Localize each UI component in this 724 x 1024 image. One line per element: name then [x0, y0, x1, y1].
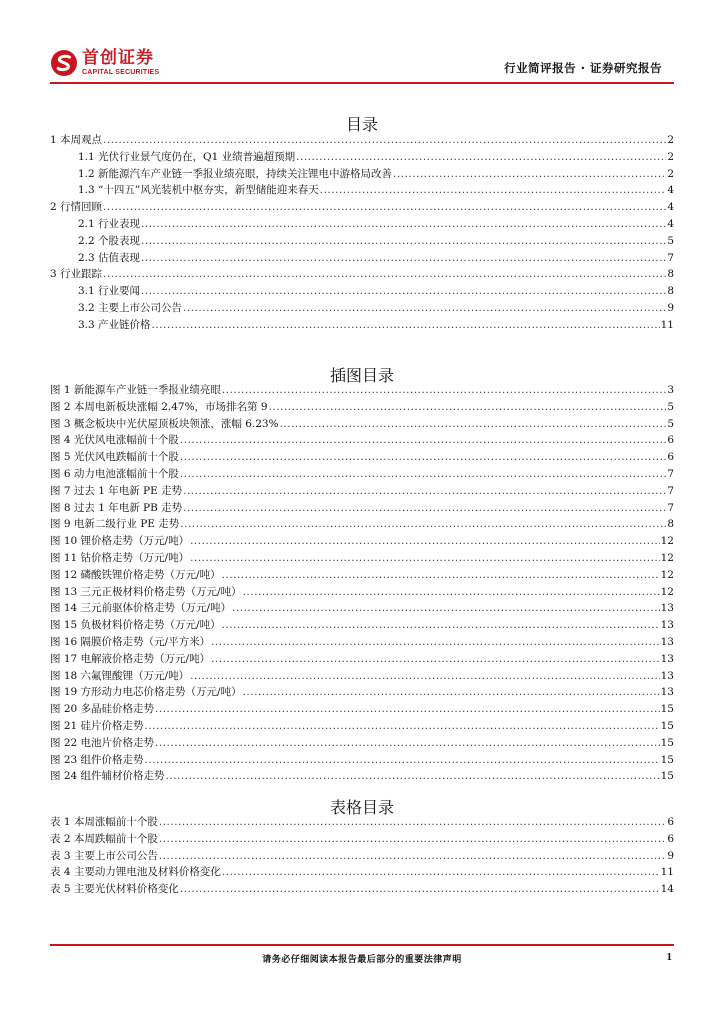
figure-entry-page: 6 — [667, 451, 674, 464]
dot-leader — [222, 617, 660, 634]
figure-entry[interactable] — [50, 550, 674, 567]
figure-entry[interactable] — [50, 735, 674, 752]
toc-entry-page: 2 — [667, 167, 674, 180]
figure-entry-label: 图 10 锂价格走势（万元/吨） — [50, 535, 190, 548]
dot-leader — [141, 233, 666, 250]
table-entry-page: 6 — [667, 816, 674, 828]
figure-entry-page: 5 — [667, 417, 674, 430]
figure-entry[interactable] — [50, 684, 674, 701]
figure-entry-label: 图 2 本周电新板块涨幅 2.47%，市场排名第 9 — [50, 400, 268, 413]
figure-entry[interactable] — [50, 399, 674, 416]
toc-entry-page: 4 — [667, 184, 674, 197]
figure-entry-page: 12 — [660, 551, 674, 564]
figure-entry-page: 13 — [660, 652, 674, 665]
header-divider — [50, 82, 674, 84]
toc-entry-label: 2.2 个股表现 — [78, 234, 141, 247]
dot-leader — [296, 149, 666, 166]
figure-entry-label: 图 1 新能源车产业链一季报业绩亮眼 — [50, 384, 221, 396]
figure-entry-label: 图 19 方形动力电芯价格走势（万元/吨） — [50, 686, 242, 699]
toc-entry-label: 3.3 产业链价格 — [78, 318, 151, 331]
dot-leader — [222, 864, 660, 881]
dot-leader — [183, 300, 666, 317]
figure-entry-page: 13 — [660, 635, 674, 648]
figure-entry-label: 图 22 电池片价格走势 — [50, 736, 155, 749]
figure-entry-label: 图 17 电解液价格走势（万元/吨） — [50, 652, 211, 665]
dot-leader — [141, 216, 666, 233]
toc-entry-page: 8 — [667, 268, 674, 281]
dot-leader — [393, 166, 666, 183]
table-entry-page: 11 — [660, 866, 674, 879]
figure-entry[interactable] — [50, 382, 674, 399]
figure-entry-page: 15 — [660, 736, 674, 749]
table-entry[interactable] — [50, 831, 674, 848]
figure-entry[interactable] — [50, 701, 674, 718]
figure-entry[interactable] — [50, 600, 674, 617]
figure-entry[interactable] — [50, 483, 674, 500]
figure-entry-page: 7 — [667, 467, 674, 480]
figure-entry-label: 图 5 光伏风电跌幅前十个股 — [50, 451, 179, 464]
dot-leader — [190, 533, 660, 550]
toc-entry[interactable] — [50, 199, 674, 216]
figure-entry-label: 图 15 负极材料价格走势（万元/吨） — [50, 619, 221, 632]
figure-entry-page: 12 — [660, 585, 674, 598]
toc-entry[interactable] — [50, 233, 674, 250]
company-logo — [50, 46, 159, 80]
toc-entry[interactable] — [50, 300, 674, 317]
dot-leader — [155, 701, 660, 718]
dot-leader — [183, 500, 666, 517]
table-entry[interactable] — [50, 864, 674, 881]
dot-leader — [103, 266, 666, 283]
figure-entry[interactable] — [50, 500, 674, 517]
figure-entry-label: 图 8 过去 1 年电新 PB 走势 — [50, 501, 183, 514]
figure-entry[interactable] — [50, 668, 674, 685]
figure-entry-page: 12 — [660, 535, 674, 548]
page-header — [50, 46, 674, 82]
figure-entry-label: 图 16 隔膜价格走势（元/平方米） — [50, 635, 211, 648]
toc-entry-label: 3.1 行业要闻 — [78, 285, 141, 298]
dot-leader — [141, 250, 666, 267]
figure-entry-label: 图 13 三元正极材料价格走势（万元/吨） — [50, 585, 242, 598]
dot-leader — [211, 651, 660, 668]
toc-entry-label: 1.3 “十四五”风光装机中枢夯实，新型储能迎来春天 — [78, 184, 319, 197]
toc-entry-label: 1 本周观点 — [50, 134, 103, 146]
dot-leader — [211, 634, 660, 651]
page-number: 1 — [666, 951, 672, 963]
figure-entry-label: 图 24 组件辅材价格走势 — [50, 770, 165, 783]
figure-entry-page: 6 — [667, 434, 674, 447]
toc-entry-page: 8 — [667, 285, 674, 298]
dot-leader — [183, 483, 666, 500]
figure-entry-page: 15 — [660, 719, 674, 732]
toc-list — [50, 132, 674, 334]
figure-entry[interactable] — [50, 584, 674, 601]
table-entry-page: 9 — [667, 849, 674, 862]
dot-leader — [155, 735, 660, 752]
dot-leader — [145, 718, 660, 735]
figure-entry[interactable] — [50, 567, 674, 584]
toc-entry[interactable] — [50, 149, 674, 166]
toc-entry-page: 4 — [667, 217, 674, 230]
figure-entry[interactable] — [50, 768, 674, 785]
capital-securities-logo-icon — [50, 49, 78, 77]
toc-entry-page: 7 — [667, 251, 674, 264]
dot-leader — [103, 199, 666, 216]
figure-entry[interactable] — [50, 752, 674, 769]
dot-leader — [243, 584, 660, 601]
figure-entry-page: 5 — [667, 400, 674, 413]
figure-entry-label: 图 9 电新二级行业 PE 走势 — [50, 518, 180, 531]
dot-leader — [145, 752, 660, 769]
figure-entry-label: 图 23 组件价格走势 — [50, 753, 144, 766]
dot-leader — [180, 466, 666, 483]
toc-entry[interactable] — [50, 250, 674, 267]
toc-entry-label: 2.1 行业表现 — [78, 217, 141, 230]
figure-entry-page: 13 — [660, 602, 674, 615]
logo-english-name: CAPITAL SECURITIES — [82, 69, 160, 76]
figure-entry-label: 图 7 过去 1 年电新 PE 走势 — [50, 484, 183, 497]
dot-leader — [103, 132, 666, 149]
toc-entry[interactable] — [50, 166, 674, 183]
figure-entry[interactable] — [50, 634, 674, 651]
dot-leader — [320, 182, 667, 199]
toc-entry-label: 1.2 新能源汽车产业链一季报业绩亮眼，持续关注锂电中游格局改善 — [78, 167, 393, 180]
figure-entry-label: 图 18 六氟锂酸锂（万元/吨） — [50, 669, 190, 682]
dot-leader — [180, 881, 660, 898]
toc-entry[interactable] — [50, 216, 674, 233]
table-entry[interactable] — [50, 814, 674, 831]
figure-entry-label: 图 14 三元前驱体价格走势（万元/吨） — [50, 602, 232, 615]
figure-entry-page: 7 — [667, 484, 674, 497]
dot-leader — [152, 317, 660, 334]
toc-entry-page: 4 — [667, 201, 674, 214]
dot-leader — [243, 684, 660, 701]
figure-entry-label: 图 6 动力电池涨幅前十个股 — [50, 467, 179, 480]
toc-title: 目录 — [345, 115, 378, 134]
dot-leader — [159, 814, 666, 831]
table-entry-label: 表 1 本周涨幅前十个股 — [50, 816, 158, 828]
logo-chinese-name: 首创证券 — [82, 48, 154, 68]
figure-entry-page: 15 — [660, 753, 674, 766]
toc-entry-page: 2 — [667, 134, 674, 146]
table-entry-label: 表 3 主要上市公司公告 — [50, 849, 158, 862]
toc-entry-label: 2 行情回顾 — [50, 201, 103, 214]
figure-list — [50, 382, 674, 785]
toc-entry[interactable] — [50, 317, 674, 334]
dot-leader — [180, 449, 666, 466]
dot-leader — [222, 382, 666, 399]
dot-leader — [232, 600, 660, 617]
toc-entry-page: 9 — [667, 301, 674, 314]
table-entry-label: 表 4 主要动力锂电池及材料价格变化 — [50, 866, 221, 879]
table-entry-page: 6 — [667, 832, 674, 845]
dot-leader — [166, 768, 660, 785]
dot-leader — [280, 416, 667, 433]
figure-entry[interactable] — [50, 718, 674, 735]
figure-entry-page: 13 — [660, 619, 674, 632]
figure-entry-label: 图 3 概念板块中光伏屋顶板块领涨，涨幅 6.23% — [50, 417, 279, 430]
figure-entry-page: 12 — [660, 568, 674, 581]
figure-entry[interactable] — [50, 466, 674, 483]
figure-entry-page: 15 — [660, 703, 674, 716]
toc-entry-page: 5 — [667, 234, 674, 247]
figure-entry[interactable] — [50, 432, 674, 449]
dot-leader — [159, 831, 666, 848]
figure-entry-page: 13 — [660, 686, 674, 699]
table-entry-label: 表 5 主要光伏材料价格变化 — [50, 883, 179, 896]
figure-entry-page: 7 — [667, 501, 674, 514]
figure-entry[interactable] — [50, 617, 674, 634]
legal-disclaimer: 请务必仔细阅读本报告最后部分的重要法律声明 — [262, 955, 462, 965]
table-list-title: 表格目录 — [329, 798, 394, 817]
footer-divider — [50, 944, 674, 946]
table-entry[interactable] — [50, 881, 674, 898]
toc-entry[interactable] — [50, 132, 674, 149]
dot-leader — [269, 399, 667, 416]
dot-leader — [141, 283, 666, 300]
figure-entry[interactable] — [50, 651, 674, 668]
report-type: 行业简评报告 · 证券研究报告 — [504, 61, 662, 75]
toc-entry[interactable] — [50, 182, 674, 199]
figure-entry-page: 3 — [667, 384, 674, 396]
dot-leader — [222, 567, 660, 584]
figure-entry-label: 图 4 光伏风电涨幅前十个股 — [50, 434, 179, 447]
figure-entry[interactable] — [50, 449, 674, 466]
table-entry-label: 表 2 本周跌幅前十个股 — [50, 832, 158, 845]
table-list — [50, 814, 674, 898]
toc-entry-label: 2.3 估值表现 — [78, 251, 141, 264]
table-entry-page: 14 — [660, 883, 674, 896]
figure-entry-page: 13 — [660, 669, 674, 682]
table-entry[interactable] — [50, 848, 674, 865]
figure-entry-label: 图 12 磷酸铁锂价格走势（万元/吨） — [50, 568, 221, 581]
figure-list-title: 插图目录 — [329, 366, 394, 385]
figure-entry-page: 8 — [667, 518, 674, 531]
dot-leader — [180, 516, 666, 533]
toc-entry-label: 3.2 主要上市公司公告 — [78, 301, 183, 314]
toc-entry-page: 2 — [667, 150, 674, 163]
toc-entry[interactable] — [50, 266, 674, 283]
dot-leader — [190, 668, 660, 685]
toc-entry[interactable] — [50, 283, 674, 300]
figure-entry[interactable] — [50, 516, 674, 533]
dot-leader — [180, 432, 666, 449]
toc-entry-label: 1.1 光伏行业景气度仍在，Q1 业绩普遍超预期 — [78, 150, 296, 163]
figure-entry-label: 图 21 硅片价格走势 — [50, 719, 144, 732]
figure-entry-page: 15 — [660, 770, 674, 783]
figure-entry-label: 图 20 多晶硅价格走势 — [50, 703, 155, 716]
dot-leader — [159, 848, 666, 865]
figure-entry[interactable] — [50, 533, 674, 550]
figure-entry[interactable] — [50, 416, 674, 433]
figure-entry-label: 图 11 钴价格走势（万元/吨） — [50, 551, 190, 564]
toc-entry-label: 3 行业跟踪 — [50, 268, 103, 281]
dot-leader — [190, 550, 660, 567]
toc-entry-page: 11 — [660, 318, 674, 331]
